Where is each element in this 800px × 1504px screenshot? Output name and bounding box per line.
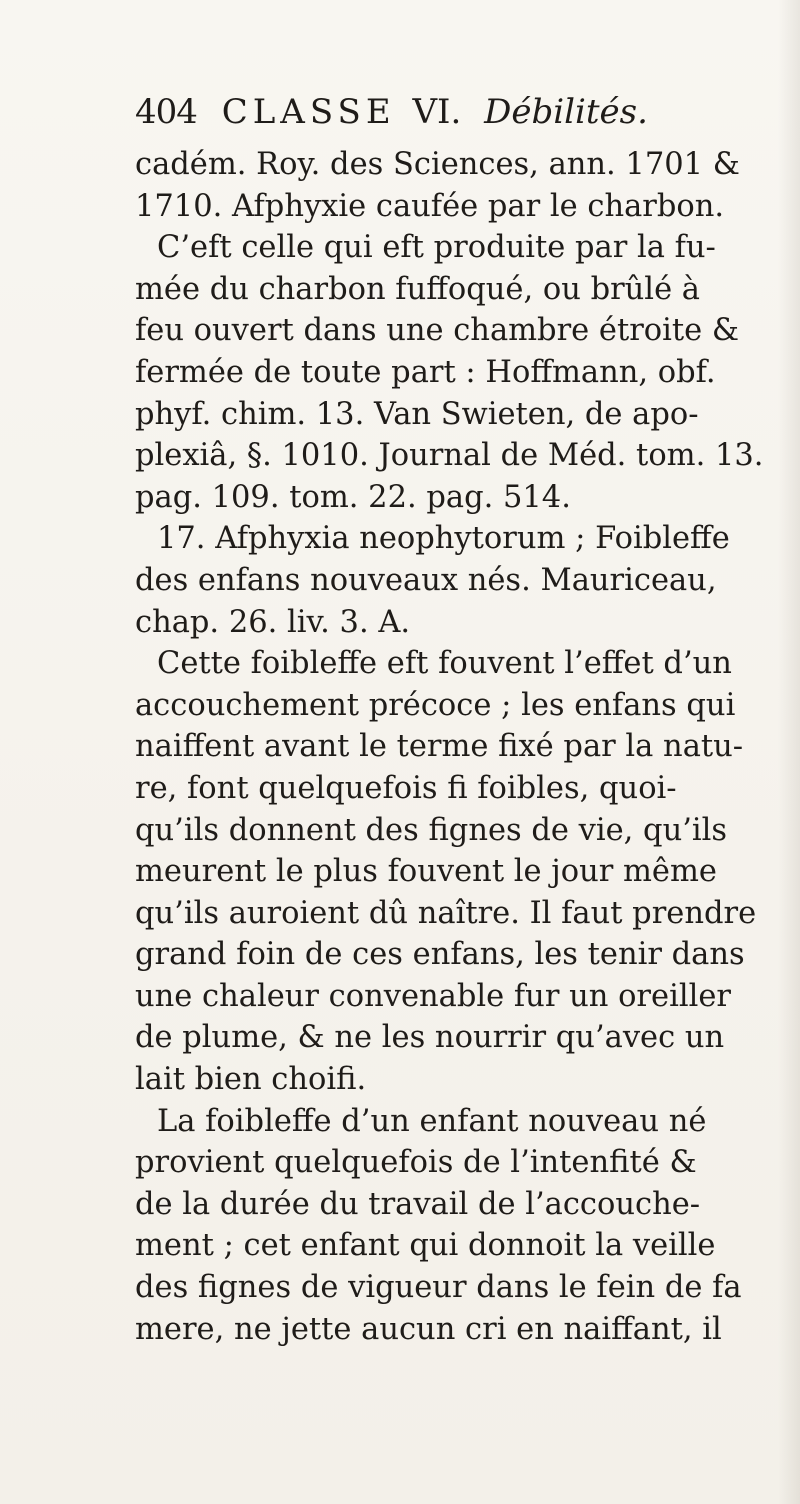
- section-title: Débilités.: [484, 92, 648, 132]
- text-line: cadém. Roy. des Sciences, ann. 1701 &: [135, 147, 740, 182]
- text-line: ment ; cet enfant qui donnoit la veille: [135, 1228, 716, 1264]
- text-line: accouchement précoce ; les enfans qui: [135, 687, 736, 723]
- text-line: pag. 109. tom. 22. pag. 514.: [135, 479, 571, 515]
- text-line: phyf. chim. 13. Van Swieten, de apo-: [135, 396, 699, 432]
- text-line: des fignes de vigueur dans le fein de fa: [135, 1270, 742, 1306]
- text-line: La foibleffe d’un enfant nouveau né: [157, 1103, 707, 1139]
- text-line: grand foin de ces enfans, les tenir dans: [135, 937, 745, 973]
- entry-heading-line: 17. Afphyxia neophytorum ; Foibleffe: [157, 521, 730, 557]
- text-line: mere, ne jette aucun cri en naiffant, il: [135, 1311, 722, 1347]
- text-line: une chaleur convenable fur un oreiller: [135, 978, 731, 1014]
- text-line: lait bien choifi.: [135, 1062, 367, 1098]
- text-line: meurent le plus fouvent le jour même: [135, 854, 717, 890]
- text-line: 1710. Afphyxie caufée par le charbon.: [135, 188, 725, 224]
- text-line: des enfans nouveaux nés. Mauriceau,: [135, 562, 717, 598]
- classe-label: CLASSE: [221, 92, 396, 132]
- text-line: de plume, & ne les nourrir qu’avec un: [135, 1020, 725, 1056]
- text-line: qu’ils auroient dû naître. Il faut prendre: [135, 895, 757, 931]
- text-line: provient quelquefois de l’intenfité &: [135, 1145, 697, 1181]
- text-line: de la durée du travail de l’accouche-: [135, 1186, 701, 1222]
- page-edge-shadow: [778, 0, 800, 1504]
- page-number: 404: [135, 92, 197, 132]
- text-line: mée du charbon fuffoqué, ou brûlé à: [135, 271, 700, 307]
- text-line: qu’ils donnent des fignes de vie, qu’ils: [135, 812, 728, 848]
- body-text: [135, 144, 770, 1350]
- text-line: chap. 26. liv. 3. A.: [135, 604, 411, 640]
- running-header: [135, 92, 755, 136]
- text-line: Cette foibleffe eft fouvent l’effet d’un: [157, 646, 732, 682]
- text-line: re, font quelquefois fi foibles, quoi-: [135, 770, 677, 806]
- classe-number: VI.: [412, 92, 462, 132]
- text-line: fermée de toute part : Hoffmann, obf.: [135, 354, 716, 390]
- text-line: naiffent avant le terme fixé par la natu-: [135, 729, 744, 765]
- text-line: C’eft celle qui eft produite par la fu-: [157, 230, 716, 266]
- text-line: plexiâ, §. 1010. Journal de Méd. tom. 13.: [135, 438, 764, 474]
- text-line: feu ouvert dans une chambre étroite &: [135, 313, 740, 349]
